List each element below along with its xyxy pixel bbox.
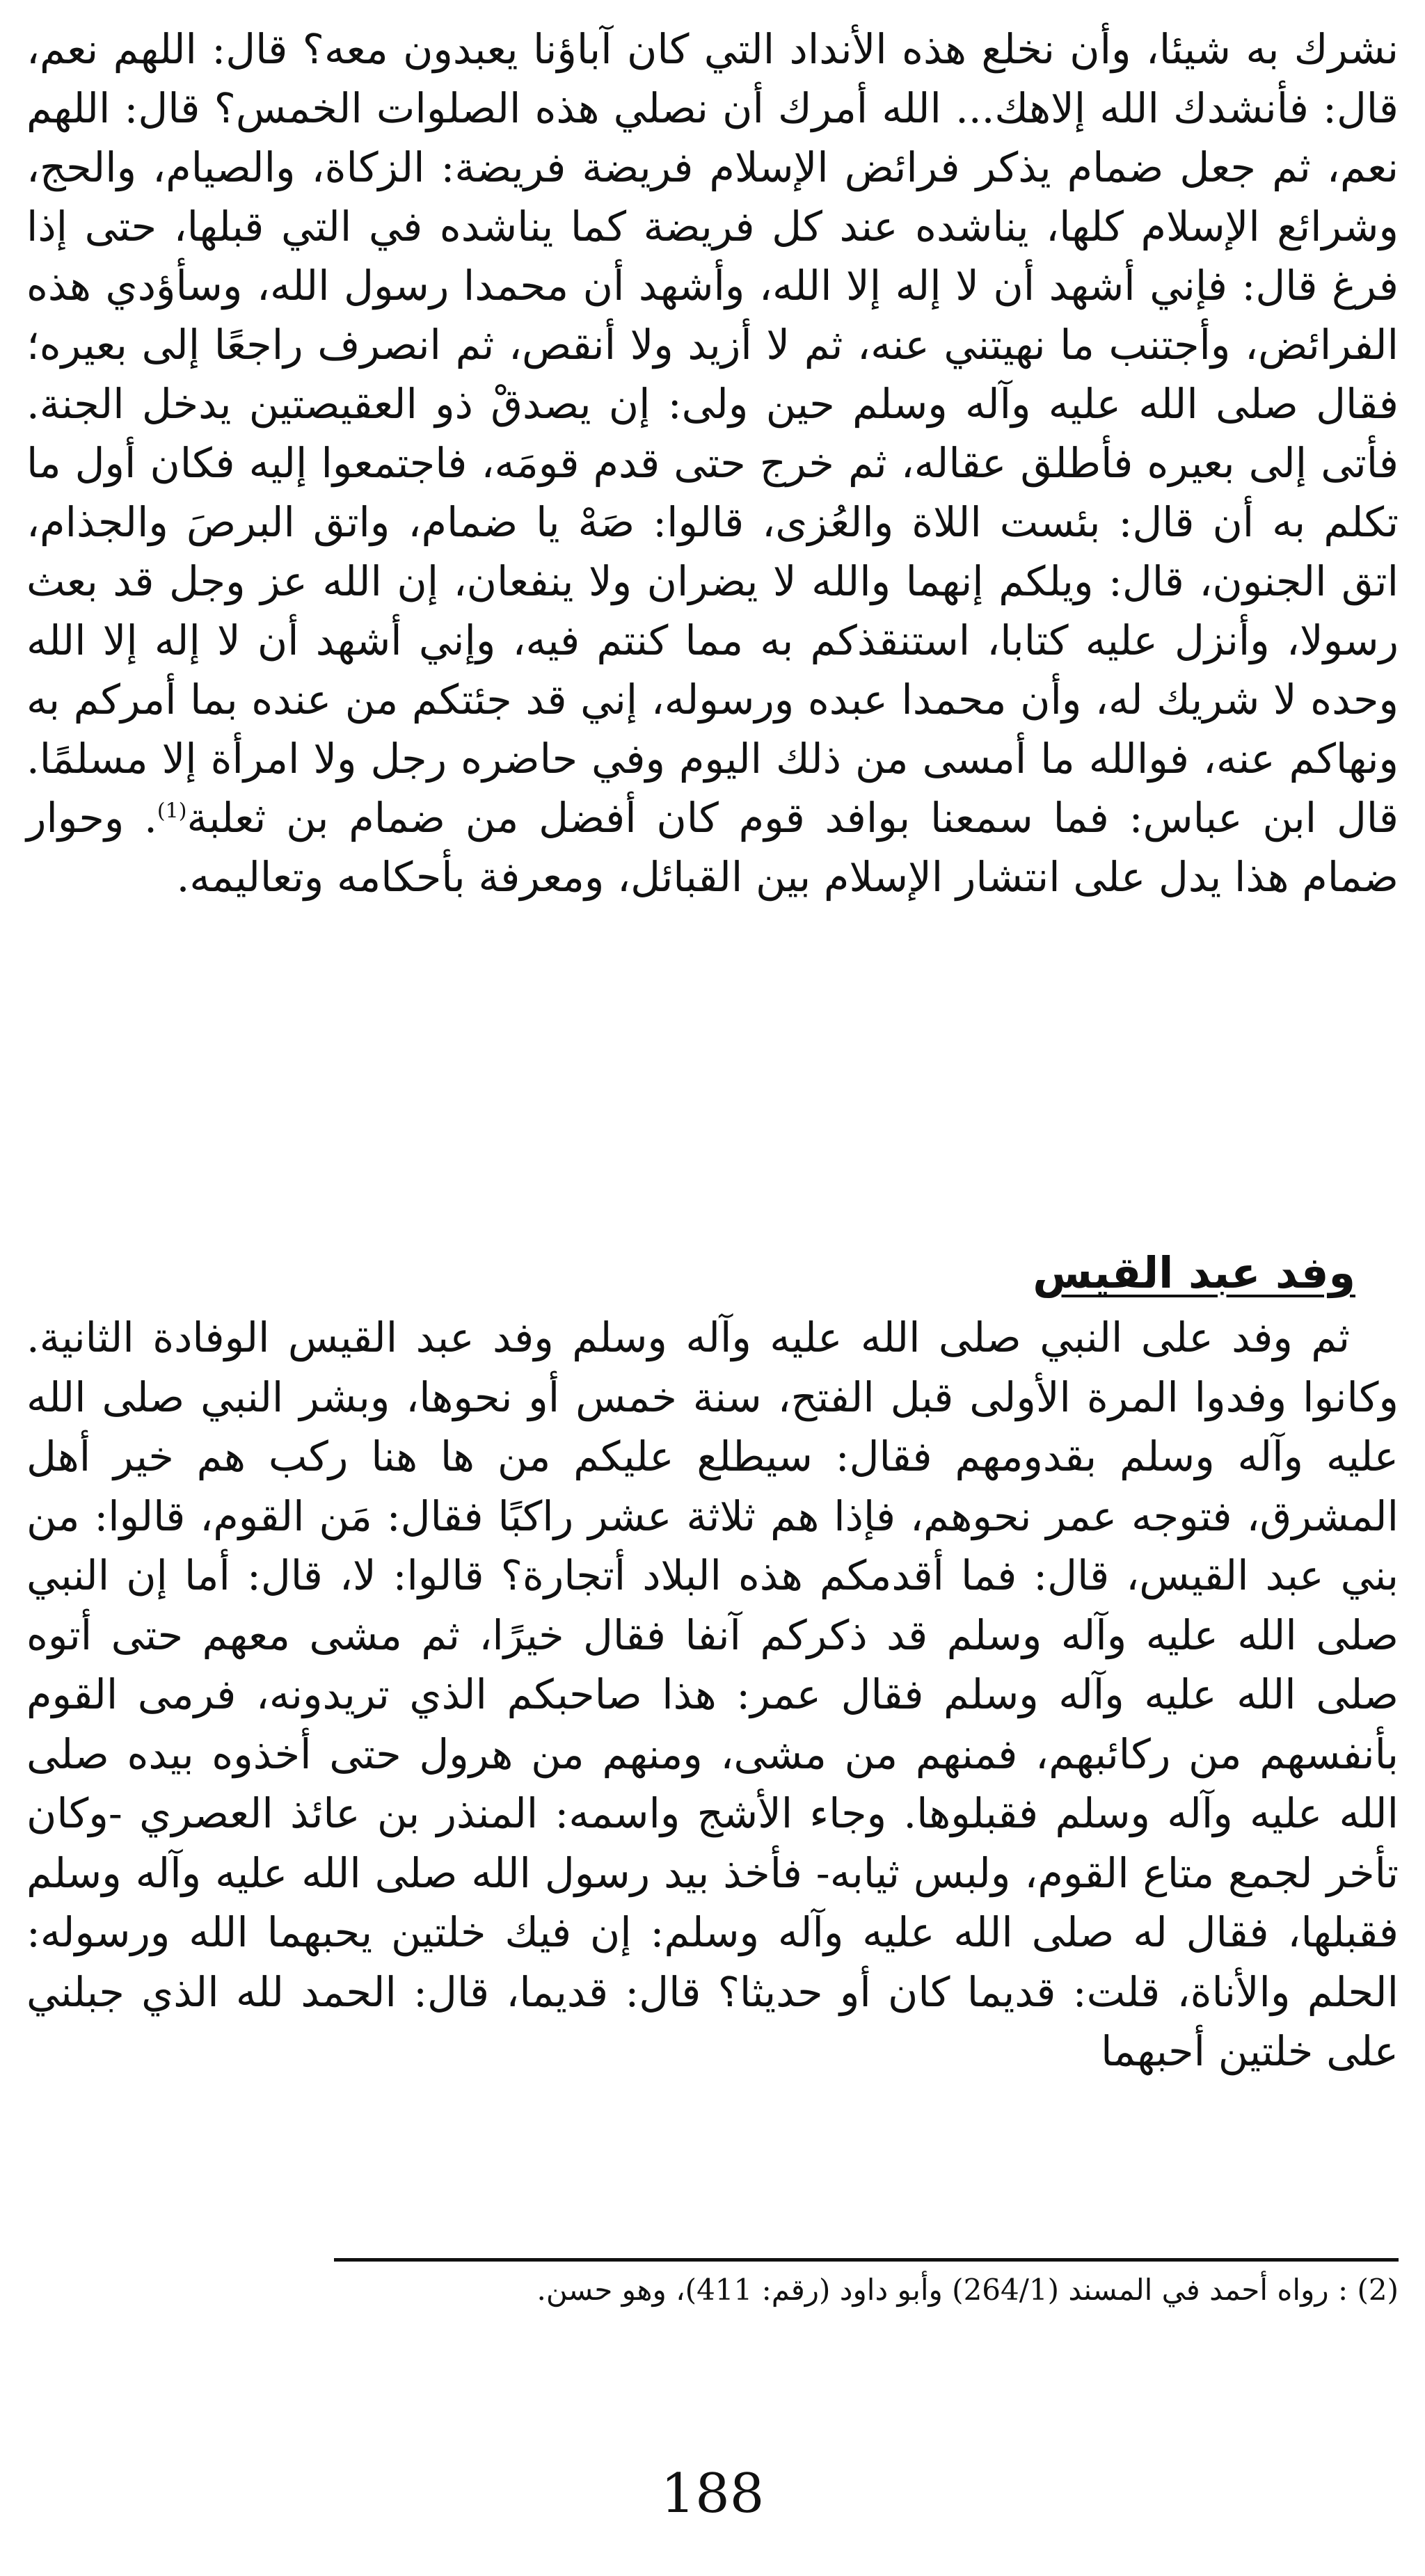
footnote: (2) : رواه أحمد في المسند (264/1) وأبو داود (رقم: 411)، وهو حسن. — [536, 2273, 1399, 2307]
body-paragraph-2 — [26, 1308, 1399, 2081]
paragraph-1-body: نشرك به شيئا، وأن نخلع هذه الأنداد التي كان آباؤنا يعبدون معه؟ قال: اللهم نعم، قال: فأنشدك الله إلاهك... الله أمرك أن نصلي هذه الصلوات الخمس؟ قال: اللهم نعم، ثم جعل ضمام يذكر فرائض الإسلام فريضة فريضة: الزكاة، والصيام، والحج، وشرائع الإسلام كلها، يناشده عند كل فريضة كما يناشده في التي قبلها، حتى إذا فرغ قال: فإني أشهد أن لا إله إلا الله، وأشهد أن محمدا رسول الله، وسأؤدي هذه الفرائض، وأجتنب ما نهيتني عنه، ثم لا أزيد ولا أنقص، ثم انصرف راجعًا إلى بعيره؛ فقال صلى الله عليه وآله وسلم حين ولى: إن يصدقْ ذو العقيصتين يدخل الجنة. فأتى إلى بعيره فأطلق عقاله، ثم خرج حتى قدم قومَه، فاجتمعوا إليه فكان أول ما تكلم به أن قال: بئست اللاة والعُزى، قالوا: صَهْ يا ضمام، واتق البرصَ والجذام، اتق الجنون، قال: ويلكم إنهما والله لا يضران ولا ينفعان، إن الله عز وجل قد بعث رسولا، وأنزل عليه كتابا، استنقذكم به مما كنتم فيه، وإني أشهد أن لا إله إلا الله وحده لا شريك له، وأن محمدا عبده ورسوله، إني قد جئتكم من عنده بما أمركم به ونهاكم عنه، فوالله ما أمسى من ذلك اليوم وفي حاضره رجل ولا امرأة إلا مسلمًا. قال ابن عباس: فما سمعنا بوافد قوم كان أفضل من ضمام بن ثعلبة — [26, 25, 1399, 842]
page-number: 188 — [660, 2463, 765, 2525]
paragraph-1-tail: . وحوار ضمام هذا يدل على انتشار الإسلام بين القبائل، ومعرفة بأحكامه وتعاليمه. — [26, 794, 1399, 901]
footnote-marker: (1) — [157, 799, 187, 824]
body-paragraph-1 — [26, 19, 1399, 906]
paragraph-1-text — [26, 19, 1399, 906]
section-heading: وفد عبد القيس — [1033, 1247, 1355, 1298]
paragraph-2-text: ثم وفد على النبي صلى الله عليه وآله وسلم وفد عبد القيس الوفادة الثانية. وكانوا وفدوا المرة الأولى قبل الفتح، سنة خمس أو نحوها، وبشر النبي صلى الله عليه وآله وسلم بقدومهم فقال: سيطلع عليكم من ها هنا ركب هم خير أهل المشرق، فتوجه عمر نحوهم، فإذا هم ثلاثة عشر راكبًا فقال: مَن القوم، قالوا: من بني عبد القيس، قال: فما أقدمكم هذه البلاد أتجارة؟ قالوا: لا، قال: أما إن النبي صلى الله عليه وآله وسلم قد ذكركم آنفا فقال خيرًا، ثم مشى معهم حتى أتوه صلى الله عليه وآله وسلم فقال عمر: هذا صاحبكم الذي تريدونه، فرمى القوم بأنفسهم من ركائبهم، فمنهم من مشى، ومنهم من هرول حتى أخذوه بيده صلى الله عليه وآله وسلم فقبلوها. وجاء الأشج واسمه: المنذر بن عائذ العصري -وكان تأخر لجمع متاع القوم، ولبس ثيابه- فأخذ بيد رسول الله صلى الله عليه وآله وسلم فقبلها، فقال له صلى الله عليه وآله وسلم: إن فيك خلتين يحبهما الله ورسوله: الحلم والأناة، قلت: قديما كان أو حديثا؟ قال: قديما، قال: الحمد لله الذي جبلني على خلتين أحبهما — [26, 1313, 1399, 2075]
footnote-separator — [334, 2258, 1399, 2262]
